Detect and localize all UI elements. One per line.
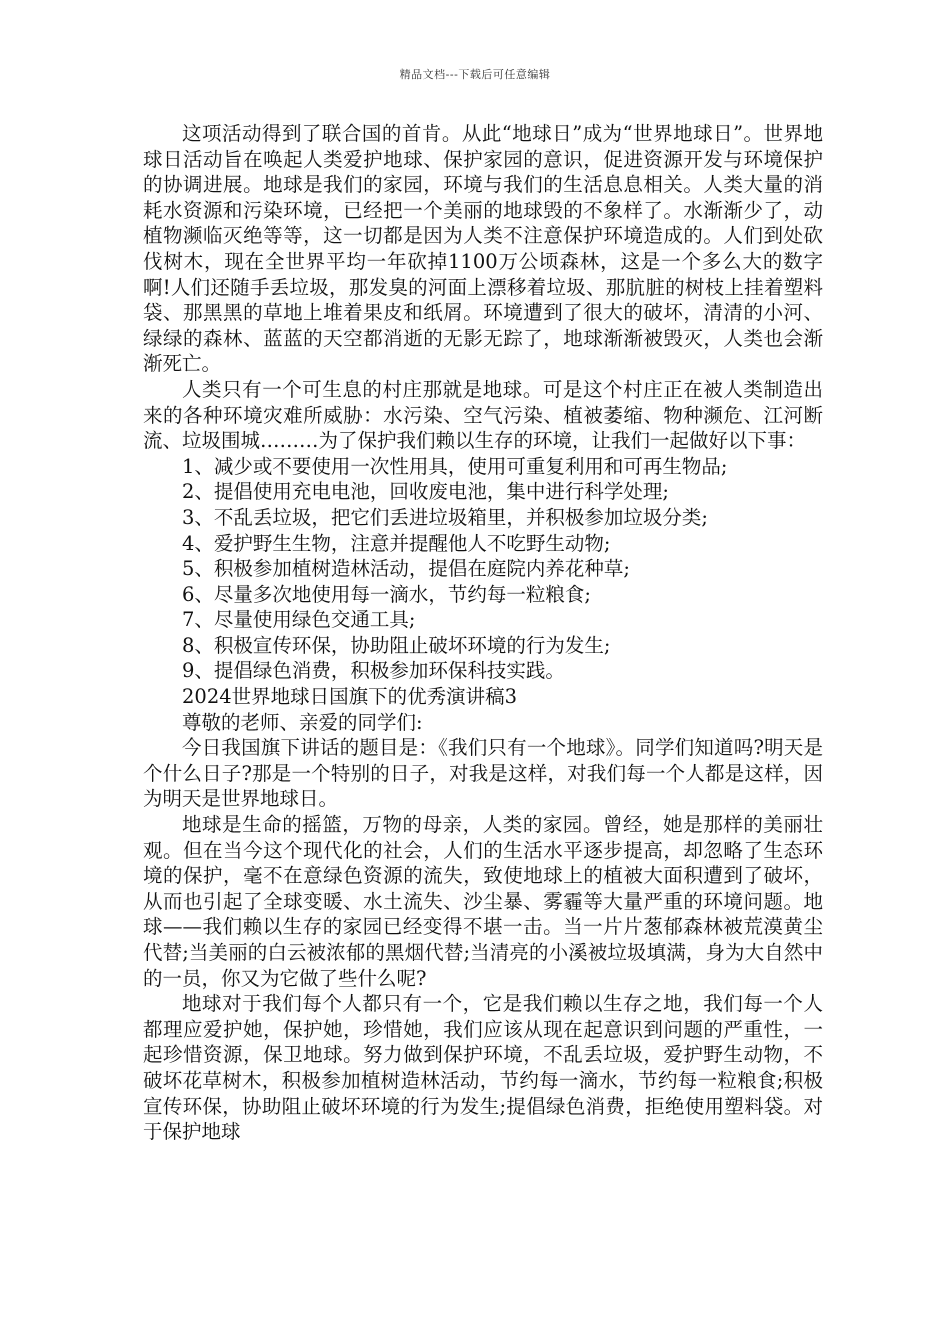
paragraph-protect-earth: 地球对于我们每个人都只有一个，它是我们赖以生存之地，我们每一个人都理应爱护她，保护她，珍惜她，我们应该从现在起意识到问题的严重性，一起珍惜资源，保卫地球。努力做到保护环境，不乱丢垃圾，爱护野生动物，不破坏花草树木，积极参加植树造林活动，节约每一滴水，节约每一粒粮食;积极宣传环保，协助阻止破坏环境的行为发生;提倡绿色消费，拒绝使用塑料袋。对于保护地球 — [143, 992, 823, 1144]
list-item-7: 7、尽量使用绿色交通工具; — [182, 608, 416, 632]
section-title: 2024世界地球日国旗下的优秀演讲稿3 — [182, 685, 518, 709]
list-item-9: 9、提倡绿色消费，积极参加环保科技实践。 — [182, 659, 565, 683]
paragraph-village-earth: 人类只有一个可生息的村庄那就是地球。可是这个村庄正在被人类制造出来的各种环境灾难所威胁：水污染、空气污染、植被萎缩、物种濒危、江河断流、垃圾围城………为了保护我们赖以生存的环境，让我们一起做好以下事： — [143, 377, 823, 453]
list-item-3: 3、不乱丢垃圾，把它们丢进垃圾箱里，并积极参加垃圾分类; — [182, 505, 708, 529]
paragraph-earth-day-origin: 这项活动得到了联合国的首肯。从此“地球日”成为“世界地球日”。世界地球日活动旨在唤起人类爱护地球、保护家园的意识，促进资源开发与环境保护的协调进展。地球是我们的家园，环境与我们的生活息息相关。人类大量的消耗水资源和污染环境，已经把一个美丽的地球毁的不象样了。水渐渐少了，动植物濒临灭绝等等，这一切都是因为人类不注意保护环境造成的。人们到处砍伐树木，现在全世界平均一年砍掉1100万公顷森林，这是一个多么大的数字啊!人们还随手丢垃圾，那发臭的河面上漂移着垃圾、那肮脏的树枝上挂着塑料袋、那黑黑的草地上堆着果皮和纸屑。环境遭到了很大的破坏，清清的小河、绿绿的森林、蓝蓝的天空都消逝的无影无踪了，地球渐渐被毁灭，人类也会渐渐死亡。 — [143, 122, 823, 376]
paragraph-earth-cradle: 地球是生命的摇篮，万物的母亲，人类的家园。曾经，她是那样的美丽壮观。但在当今这个现代化的社会，人们的生活水平逐步提高，却忽略了生态环境的保护，毫不在意绿色资源的流失，致使地球上的植被大面积遭到了破坏，从而也引起了全球变暖、水土流失、沙尘暴、雾霾等大量严重的环境问题。地球——我们赖以生存的家园已经变得不堪一击。当一片片葱郁森林被荒漠黄尘代替;当美丽的白云被浓郁的黑烟代替;当清亮的小溪被垃圾填满，身为大自然中的一员，你又为它做了些什么呢? — [143, 813, 823, 990]
list-item-1: 1、减少或不要使用一次性用具，使用可重复利用和可再生物品; — [182, 454, 728, 478]
list-item-6: 6、尽量多次地使用每一滴水，节约每一粒粮食; — [182, 582, 591, 606]
paragraph-speech-topic: 今日我国旗下讲话的题目是：《我们只有一个地球》。同学们知道吗?明天是个什么日子?那是一个特别的日子，对我是这样，对我们每一个人都是这样，因为明天是世界地球日。 — [143, 736, 823, 811]
document-body — [143, 121, 823, 1145]
list-item-5: 5、积极参加植树造林活动，提倡在庭院内养花种草; — [182, 557, 630, 581]
list-item-4: 4、爱护野生生物，注意并提醒他人不吃野生动物; — [182, 531, 611, 555]
page-header: 精品文档---下载后可任意编辑 — [399, 68, 551, 81]
salutation: 尊敬的老师、亲爱的同学们: — [182, 710, 423, 734]
list-item-2: 2、提倡使用充电电池，回收废电池，集中进行科学处理; — [182, 480, 669, 504]
list-item-8: 8、积极宣传环保，协助阻止破坏环境的行为发生; — [182, 633, 611, 657]
